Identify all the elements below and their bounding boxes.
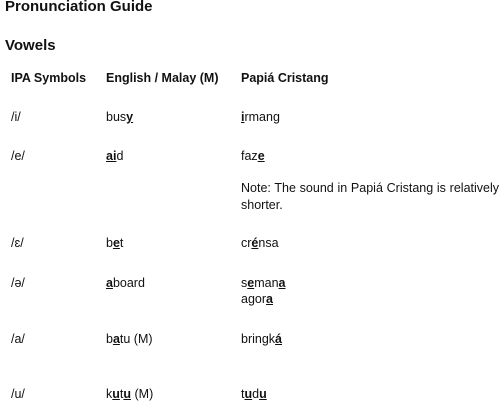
word-segment: tu (M) [119,332,153,346]
papia-example [241,149,265,163]
word-segment: u [123,387,132,401]
papia-example [241,387,267,401]
word-segment: t [241,387,245,401]
word-segment: cr [241,236,252,250]
word-segment: u [112,387,120,401]
papia-example [241,276,285,290]
word-segment: s [241,276,248,290]
word-segment: e [257,149,265,163]
papia-example [241,292,273,306]
papia-example [241,332,282,346]
ipa-symbol: /e/ [11,149,25,163]
ipa-symbol: /a/ [11,332,25,346]
table-header-ipa: IPA Symbols [11,71,87,85]
section-title: Vowels [5,37,56,54]
word-segment: man [254,276,279,290]
word-segment: i [241,110,245,124]
ipa-symbol: /ə/ [11,276,25,290]
word-segment: a [266,292,273,306]
word-segment: rmang [244,110,280,124]
word-segment: b [106,332,113,346]
word-segment: ai [106,149,117,163]
word-segment: nsa [258,236,279,250]
pronunciation-note: Note: The sound in Papiá Cristang is relatively shorter. [241,181,499,212]
word-segment: a [278,276,286,290]
english-example [106,387,153,401]
word-segment: board [112,276,145,290]
word-segment: bus [106,110,127,124]
word-segment: a [112,332,120,346]
english-example [106,332,153,346]
word-segment: a [106,276,113,290]
english-example [106,236,123,250]
papia-example [241,236,279,250]
word-segment: b [106,236,113,250]
word-segment: d [252,387,260,401]
ipa-symbol: /u/ [11,387,25,401]
word-segment: e [112,236,120,250]
english-example [106,276,145,290]
word-segment: é [251,236,259,250]
papia-example [241,110,280,124]
word-segment: k [106,387,113,401]
ipa-symbol: /ɛ/ [11,236,24,250]
word-segment: á [275,332,282,346]
word-segment: t [119,236,124,250]
word-segment: u [244,387,253,401]
english-example [106,110,133,124]
ipa-symbol: /i/ [11,110,21,124]
word-segment: d [116,149,124,163]
word-segment: u [259,387,267,401]
word-segment: t [119,387,124,401]
table-header-english: English / Malay (M) [106,71,219,85]
word-segment: e [247,276,255,290]
english-example [106,149,123,163]
word-segment: agor [241,292,267,306]
word-segment: bringk [241,332,276,346]
word-segment: (M) [131,387,154,401]
word-segment: faz [241,149,258,163]
word-segment: y [126,110,134,124]
table-header-papia: Papiá Cristang [241,71,329,85]
page-title: Pronunciation Guide [5,0,153,15]
